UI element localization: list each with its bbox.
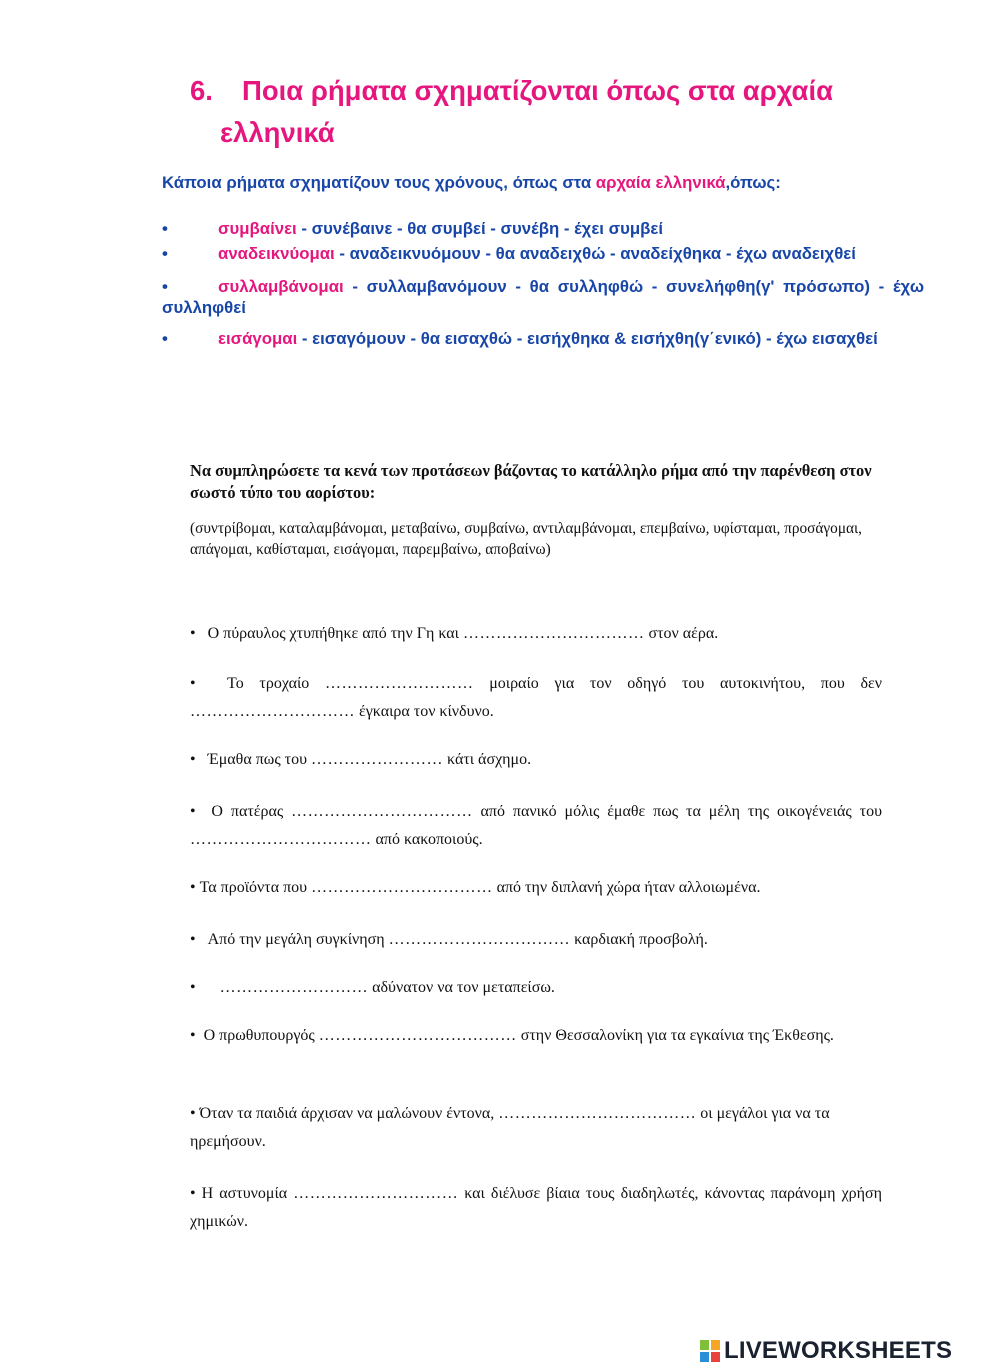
sentence-text: οι μεγάλοι για να τα ηρεμήσουν. bbox=[190, 1105, 830, 1150]
verb-example bbox=[162, 276, 924, 318]
sentence-item bbox=[190, 1100, 882, 1156]
sentence-item bbox=[190, 670, 882, 726]
sentence-text: Ο πρωθυπουργός bbox=[203, 1027, 319, 1044]
bullet-icon: • bbox=[190, 675, 196, 692]
bullet-icon: • bbox=[190, 625, 196, 642]
verb-example bbox=[162, 243, 924, 264]
sentence-text: αδύνατον να τον μεταπείσω. bbox=[368, 979, 555, 996]
sentence-text: στον αέρα. bbox=[644, 625, 719, 642]
section-title-line1: Ποια ρήματα σχηματίζονται όπως στα αρχαία bbox=[242, 75, 833, 106]
sentence-text: έγκαιρα τον κίνδυνο. bbox=[355, 703, 494, 720]
answer-blank[interactable]: ……………………… bbox=[219, 979, 369, 996]
section-number: 6. bbox=[190, 75, 213, 106]
bullet-icon: • bbox=[190, 1105, 196, 1122]
sentence-item bbox=[190, 1180, 882, 1236]
sentence-item bbox=[190, 746, 882, 774]
bullet-icon: • bbox=[190, 751, 196, 768]
sentence-text: από την διπλανή χώρα ήταν αλλοιωμένα. bbox=[492, 879, 761, 896]
answer-blank[interactable]: ……………………… bbox=[324, 675, 474, 692]
liveworksheets-logo[interactable] bbox=[699, 1336, 952, 1366]
sentence-item bbox=[190, 798, 882, 854]
verb-lemma: συμβαίνει bbox=[218, 219, 297, 238]
bullet-icon: • bbox=[162, 244, 168, 263]
answer-blank[interactable]: …………………………… bbox=[388, 931, 571, 948]
answer-blank[interactable]: …………………………… bbox=[462, 625, 645, 642]
bullet-icon: • bbox=[162, 277, 168, 296]
sentence-text: καρδιακή προσβολή. bbox=[570, 931, 708, 948]
bullet-icon: • bbox=[190, 1027, 196, 1044]
sentence-text: κάτι άσχημο. bbox=[443, 751, 532, 768]
sentence-text: μοιραίο για τον οδηγό του αυτοκινήτου, που δεν bbox=[473, 675, 883, 692]
sentence-text: Από την μεγάλη συγκίνηση bbox=[207, 931, 389, 948]
verb-forms: - συνέβαινε - θα συμβεί - συνέβη - έχει συμβεί bbox=[296, 219, 664, 238]
bullet-icon: • bbox=[190, 931, 196, 948]
section-title-line2: ελληνικά bbox=[220, 117, 335, 148]
bullet-icon: • bbox=[190, 1185, 196, 1202]
verb-lemma: αναδεικνύομαι bbox=[218, 244, 335, 263]
sentence-text: στην Θεσσαλονίκη για τα εγκαίνια της Έκθεσης. bbox=[516, 1027, 834, 1044]
bullet-icon: • bbox=[162, 329, 168, 348]
liveworksheets-logo-icon bbox=[699, 1339, 721, 1363]
verb-forms: - αναδεικνυόμουν - θα αναδειχθώ - αναδείχθηκα - έχω αναδειχθεί bbox=[334, 244, 856, 263]
bullet-icon: • bbox=[190, 803, 196, 820]
sentence-text: Το τροχαίο bbox=[227, 675, 325, 692]
sentence-text: από πανικό μόλις έμαθε πως τα μέλη της οικογένειάς του bbox=[472, 803, 882, 820]
sentence-text: Η αστυνομία bbox=[201, 1185, 294, 1202]
verb-lemma: συλλαμβάνομαι bbox=[218, 277, 344, 296]
section-title bbox=[190, 70, 950, 154]
answer-blank[interactable]: …………………… bbox=[311, 751, 444, 768]
sentence-text: Ο πατέρας bbox=[211, 803, 292, 820]
answer-blank[interactable]: ………………………… bbox=[293, 1185, 459, 1202]
sentence-item bbox=[190, 874, 882, 902]
exercise-instruction: Να συμπληρώσετε τα κενά των προτάσεων βάζοντας το κατάλληλο ρήμα από την παρένθεση στον σωστό τύπο του αορίστου: bbox=[190, 461, 872, 502]
intro-highlight: αρχαία ελληνικά bbox=[595, 173, 726, 192]
sentence-item bbox=[190, 1022, 882, 1050]
intro-text bbox=[162, 172, 922, 193]
word-bank: (συντρίβομαι, καταλαμβάνομαι, μεταβαίνω, συμβαίνω, αντιλαμβάνομαι, επεμβαίνω, υφίσταμαι, προσάγομαι, απάγομαι, καθίσταμαι, εισάγομαι, παρεμβαίνω, αποβαίνω) bbox=[190, 520, 862, 558]
intro-part2: ,όπως: bbox=[725, 173, 781, 192]
answer-blank[interactable]: …………………………… bbox=[311, 879, 493, 896]
answer-blank[interactable]: …………………………… bbox=[190, 831, 372, 848]
sentence-item bbox=[190, 974, 882, 1002]
sentence-text: από κακοποιούς. bbox=[371, 831, 483, 848]
verb-examples-list bbox=[162, 218, 924, 349]
sentence-text: Ο πύραυλος χτυπήθηκε από την Γη και bbox=[207, 625, 463, 642]
bullet-icon: • bbox=[190, 979, 196, 996]
answer-blank[interactable]: …………………………… bbox=[291, 803, 473, 820]
intro-part1: Κάποια ρήματα σχηματίζουν τους χρόνους, όπως στα bbox=[162, 173, 596, 192]
sentence-text: Τα προϊόντα που bbox=[199, 879, 312, 896]
sentence-text: Όταν τα παιδιά άρχισαν να μαλώνουν έντονα, bbox=[199, 1105, 499, 1122]
bullet-icon: • bbox=[162, 219, 168, 238]
logo-text: LIVEWORKSHEETS bbox=[724, 1337, 953, 1364]
answer-blank[interactable]: ……………………………… bbox=[318, 1027, 517, 1044]
bullet-icon: • bbox=[190, 879, 196, 896]
sentence-item bbox=[190, 926, 882, 954]
verb-lemma: εισάγομαι bbox=[218, 329, 298, 348]
sentence-item bbox=[190, 620, 882, 648]
sentence-text: και διέλυσε βίαια τους διαδηλωτές, κάνοντας παράνομη χρήση χημικών. bbox=[190, 1185, 883, 1230]
answer-blank[interactable]: ………………………… bbox=[190, 703, 355, 720]
verb-example bbox=[162, 218, 924, 239]
verb-forms: - συλλαμβανόμουν - θα συλληφθώ - συνελήφθη(γ' πρόσωπο) - έχω συλληφθεί bbox=[162, 277, 924, 317]
answer-blank[interactable]: ……………………………… bbox=[498, 1105, 697, 1122]
sentence-text: Έμαθα πως του bbox=[207, 751, 312, 768]
verb-forms: - εισαγόμουν - θα εισαχθώ - εισήχθηκα & εισήχθη(γ΄ενικό) - έχω εισαχθεί bbox=[297, 329, 878, 348]
verb-example bbox=[162, 328, 924, 349]
